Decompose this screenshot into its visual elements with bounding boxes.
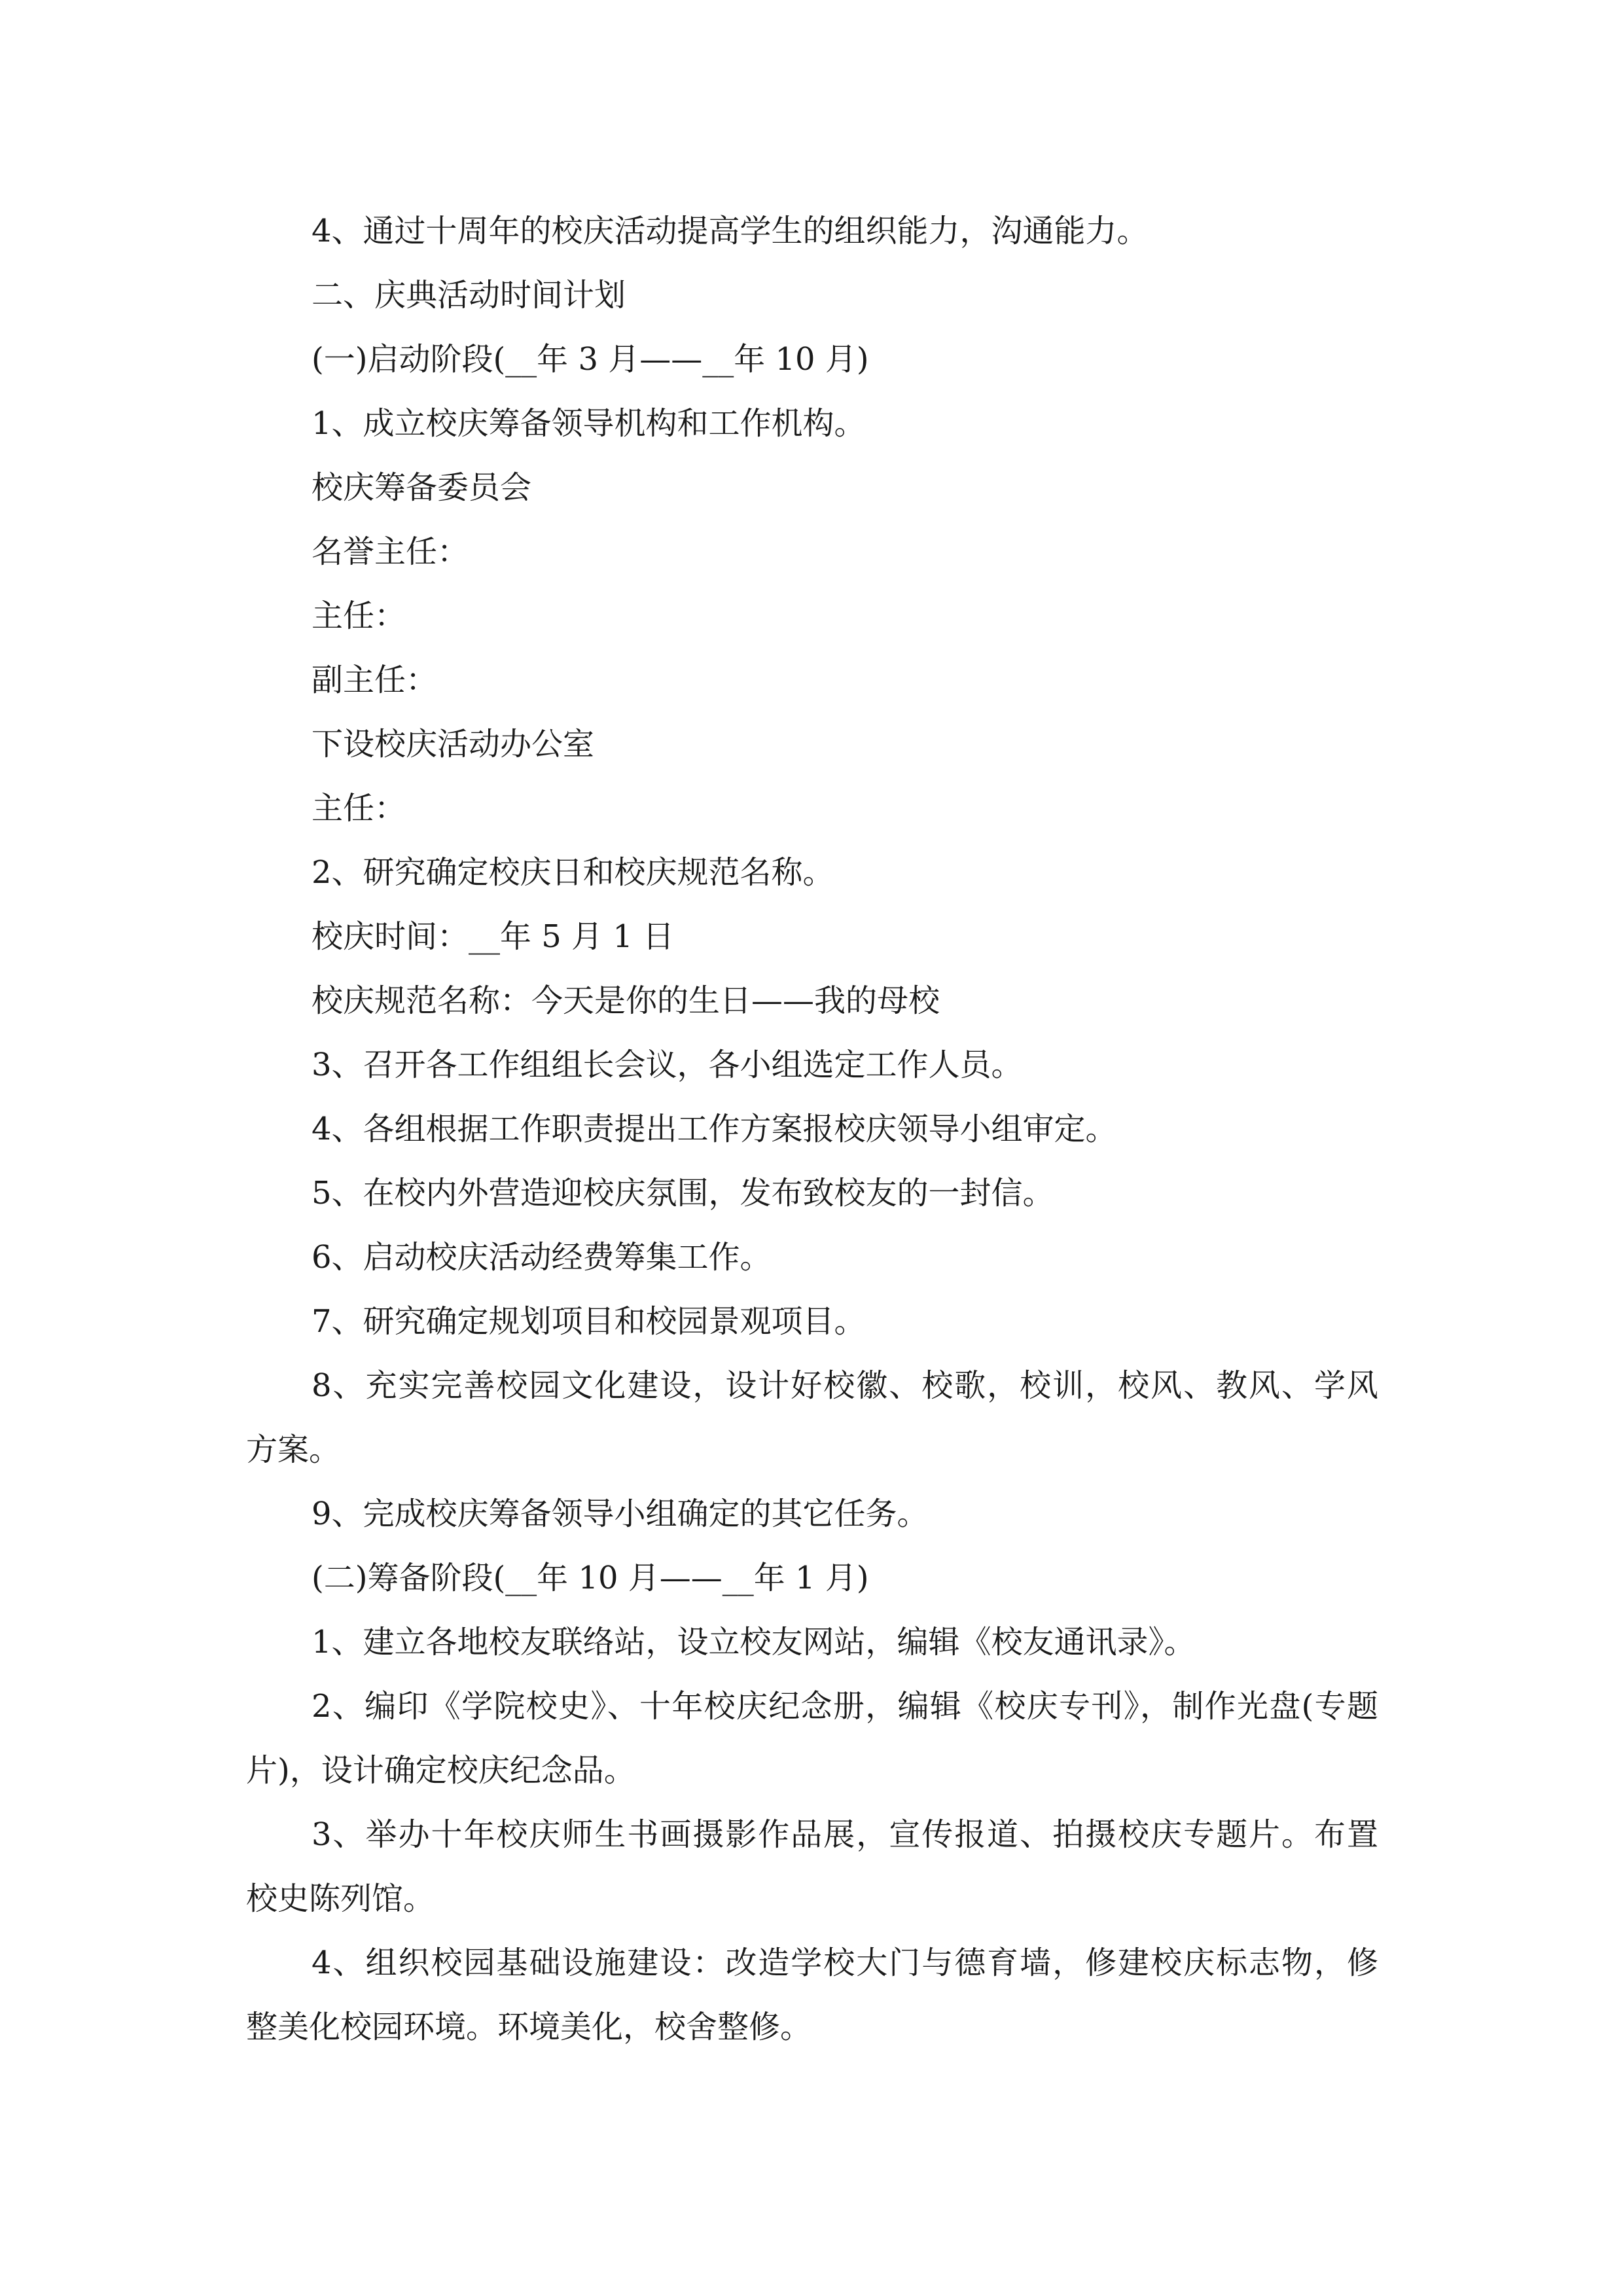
paragraph-line: 副主任：	[312, 662, 438, 698]
paragraph-line: 主任：	[312, 790, 406, 827]
paragraph-line-continued: 整美化校园环境。环境美化，校舍整修。	[246, 2009, 812, 2045]
paragraph-line: 校庆规范名称：今天是你的生日——我的母校	[312, 982, 940, 1019]
paragraph-line: 校庆时间：__年 5 月 1 日	[312, 918, 675, 955]
subsection-heading: (一)启动阶段(__年 3 月——__年 10 月)	[312, 341, 869, 378]
paragraph-line-continued: 片)，设计确定校庆纪念品。	[246, 1752, 635, 1789]
paragraph-line: 3、举办十年校庆师生书画摄影作品展，宣传报道、拍摄校庆专题片。布置	[312, 1816, 1378, 1853]
paragraph-line: 4、组织校园基础设施建设：改造学校大门与德育墙，修建校庆标志物，修	[312, 1945, 1378, 1981]
paragraph-line: 2、编印《学院校史》、十年校庆纪念册，编辑《校庆专刊》，制作光盘(专题	[312, 1688, 1378, 1725]
paragraph-line: 4、各组根据工作职责提出工作方案报校庆领导小组审定。	[312, 1111, 1117, 1147]
paragraph-line: 5、在校内外营造迎校庆氛围，发布致校友的一封信。	[312, 1175, 1054, 1211]
paragraph-line: 7、研究确定规划项目和校园景观项目。	[312, 1303, 866, 1340]
paragraph-line: 主任：	[312, 598, 406, 634]
subsection-heading: (二)筹备阶段(__年 10 月——__年 1 月)	[312, 1560, 869, 1596]
section-heading: 二、庆典活动时间计划	[312, 277, 626, 314]
document-body	[246, 199, 1378, 2059]
paragraph-line: 3、召开各工作组组长会议，各小组选定工作人员。	[312, 1047, 1023, 1083]
paragraph-line: 9、完成校庆筹备领导小组确定的其它任务。	[312, 1496, 929, 1532]
paragraph-line: 8、充实完善校园文化建设，设计好校徽、校歌，校训，校风、教风、学风	[312, 1367, 1378, 1404]
paragraph-line-continued: 校史陈列馆。	[246, 1880, 435, 1917]
paragraph-line: 6、启动校庆活动经费筹集工作。	[312, 1239, 772, 1276]
paragraph-line: 4、通过十周年的校庆活动提高学生的组织能力，沟通能力。	[312, 213, 1149, 249]
paragraph-line: 2、研究确定校庆日和校庆规范名称。	[312, 854, 834, 891]
paragraph-line: 下设校庆活动办公室	[312, 726, 595, 762]
paragraph-line-continued: 方案。	[246, 1431, 341, 1468]
paragraph-line: 名誉主任：	[312, 533, 469, 570]
paragraph-line: 1、成立校庆筹备领导机构和工作机构。	[312, 405, 866, 442]
paragraph-line: 校庆筹备委员会	[312, 469, 532, 506]
paragraph-line: 1、建立各地校友联络站，设立校友网站，编辑《校友通讯录》。	[312, 1624, 1196, 1660]
